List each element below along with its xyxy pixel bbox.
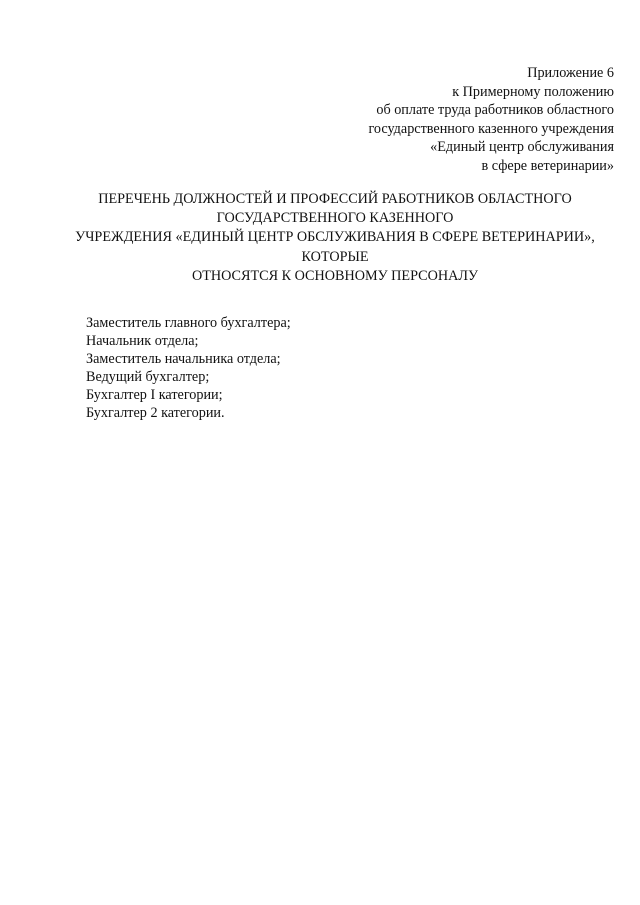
- title-line: ПЕРЕЧЕНЬ ДОЛЖНОСТЕЙ И ПРОФЕССИЙ РАБОТНИКОВ ОБЛАСТНОГО: [98, 191, 572, 207]
- title-line: ОТНОСЯТСЯ К ОСНОВНОМУ ПЕРСОНАЛУ: [191, 267, 479, 284]
- list-item: Бухгалтер I категории;: [86, 387, 223, 403]
- title-line: КОТОРЫЕ: [301, 248, 369, 265]
- appendix-header: [254, 64, 614, 176]
- title-line: УЧРЕЖДЕНИЯ «ЕДИНЫЙ ЦЕНТР ОБСЛУЖИВАНИЯ В СФЕРЕ ВЕТЕРИНАРИИ»,: [75, 229, 595, 246]
- list-item: Бухгалтер 2 категории.: [86, 405, 225, 421]
- appendix-reference: об оплате труда работников областного: [376, 102, 614, 119]
- list-item: Начальник отдела;: [86, 333, 199, 349]
- title-line: ГОСУДАРСТВЕННОГО КАЗЕННОГО: [216, 210, 454, 227]
- appendix-number: Приложение 6: [527, 65, 614, 81]
- appendix-reference: к Примерному положению: [452, 83, 614, 100]
- document-title: [40, 190, 630, 286]
- appendix-reference: государственного казенного учреждения: [368, 120, 614, 137]
- appendix-reference: в сфере ветеринарии»: [481, 157, 614, 174]
- appendix-reference: «Единый центр обслуживания: [430, 139, 614, 156]
- list-item: Заместитель начальника отдела;: [86, 351, 281, 367]
- positions-list: [86, 314, 506, 422]
- list-item: Заместитель главного бухгалтера;: [86, 315, 291, 331]
- list-item: Ведущий бухгалтер;: [86, 369, 210, 385]
